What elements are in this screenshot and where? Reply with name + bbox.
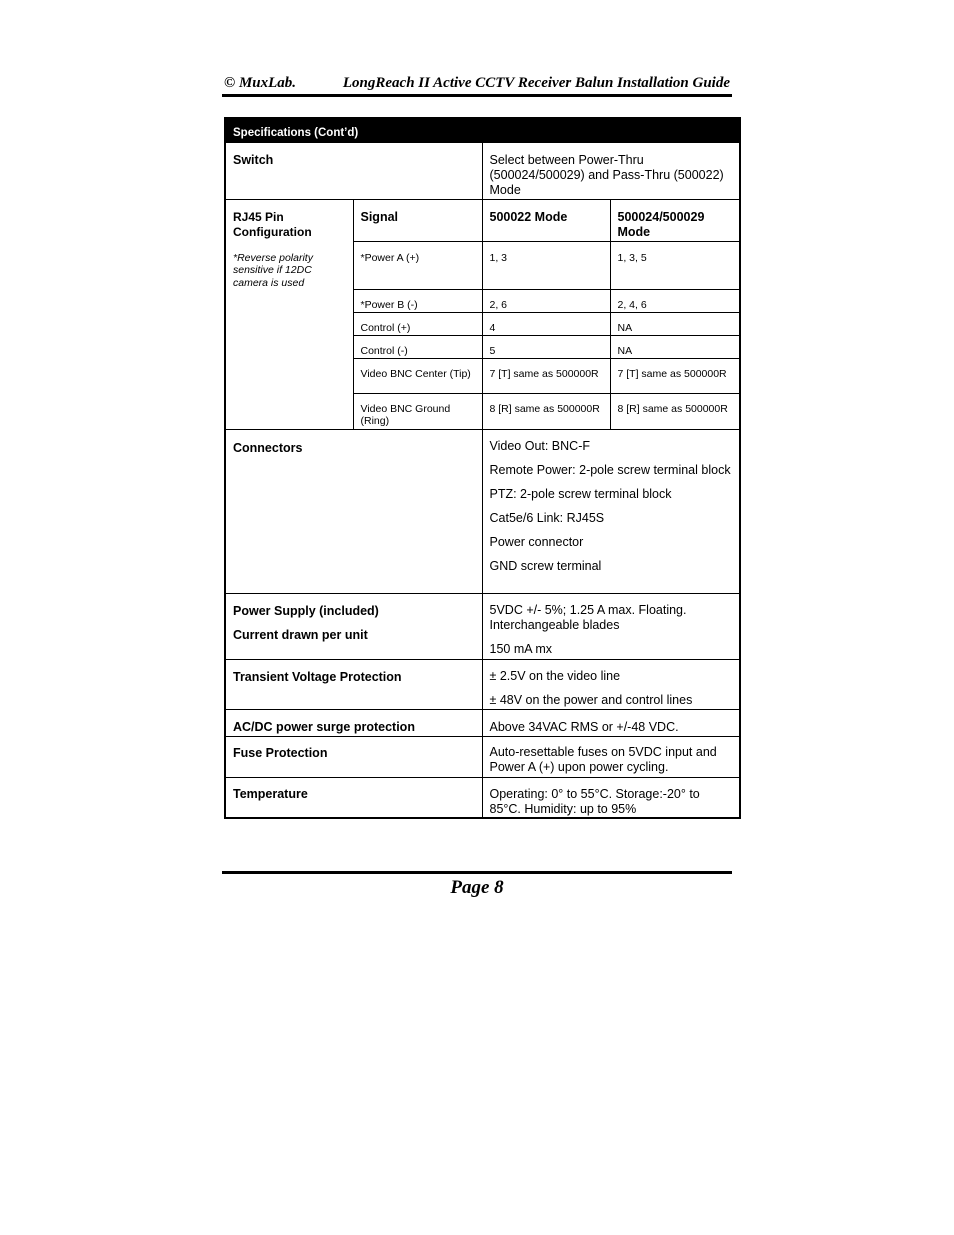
section-title: Specifications (Cont’d) <box>225 118 740 142</box>
rj45-500022-cell: 7 [T] same as 500000R <box>482 358 610 393</box>
fuse-label: Fuse Protection <box>225 736 482 777</box>
fuse-value: Auto-resettable fuses on 5VDC input and Power A (+) upon power cycling. <box>482 736 740 777</box>
rj45-signal-cell: Control (-) <box>353 335 482 358</box>
transient-values <box>482 659 740 709</box>
connector-item: GND screw terminal <box>489 558 602 573</box>
rj45-signal-cell: Video BNC Center (Tip) <box>353 358 482 393</box>
connector-item: Power connector <box>489 534 584 549</box>
rj45-500022-cell: 1, 3 <box>482 241 610 289</box>
power-supply-cell <box>225 593 482 659</box>
rj45-500024-cell: 1, 3, 5 <box>610 241 740 289</box>
power-supply-values <box>482 593 740 659</box>
connector-item: Cat5e/6 Link: RJ45S <box>489 510 605 525</box>
rj45-label: RJ45 Pin Configuration <box>233 209 312 239</box>
rj45-signal-cell: Video BNC Ground (Ring) <box>353 393 482 429</box>
surge-value: Above 34VAC RMS or +/-48 VDC. <box>482 709 740 736</box>
current-drawn-value: 150 mA mx <box>489 641 553 656</box>
rj45-signal-cell: *Power B (-) <box>353 289 482 312</box>
transient-label: Transient Voltage Protection <box>225 659 482 709</box>
connectors-label: Connectors <box>225 429 482 593</box>
transient-value: ± 2.5V on the video line <box>489 668 621 683</box>
rj45-500022-cell: 4 <box>482 312 610 335</box>
document-title: LongReach II Active CCTV Receiver Balun Installation Guide <box>342 75 730 91</box>
power-supply-value: 5VDC +/- 5%; 1.25 A max. Floating. Interchangeable blades <box>489 602 687 632</box>
rj45-500024-cell: 8 [R] same as 500000R <box>610 393 740 429</box>
rj45-500024-cell: 7 [T] same as 500000R <box>610 358 740 393</box>
temperature-value: Operating: 0° to 55°C. Storage:-20° to 85°C. Humidity: up to 95% <box>482 777 740 818</box>
copyright-text: © MuxLab. <box>224 75 297 91</box>
rj45-header-signal: Signal <box>353 199 482 241</box>
connector-item: PTZ: 2-pole screw terminal block <box>489 486 672 501</box>
specifications-table <box>224 117 741 819</box>
rj45-note: *Reverse polarity sensitive if 12DC camera is used <box>233 251 313 289</box>
rj45-signal-cell: *Power A (+) <box>353 241 482 289</box>
switch-value: Select between Power-Thru (500024/500029) and Pass-Thru (500022) Mode <box>482 142 740 199</box>
rj45-500022-cell: 8 [R] same as 500000R <box>482 393 610 429</box>
temperature-label: Temperature <box>225 777 482 818</box>
rj45-header-500024: 500024/500029 Mode <box>610 199 740 241</box>
power-supply-label: Power Supply (included) <box>233 603 379 618</box>
rj45-header-500022: 500022 Mode <box>482 199 610 241</box>
connector-item: Video Out: BNC-F <box>489 438 591 453</box>
rj45-cell <box>225 199 353 429</box>
connectors-values <box>482 429 740 593</box>
switch-label: Switch <box>225 142 482 199</box>
connector-item: Remote Power: 2-pole screw terminal block <box>489 462 731 477</box>
rj45-500022-cell: 5 <box>482 335 610 358</box>
rj45-signal-cell: Control (+) <box>353 312 482 335</box>
page-number: Page 8 <box>450 877 504 898</box>
page-header <box>222 74 732 97</box>
rj45-500024-cell: NA <box>610 335 740 358</box>
transient-value: ± 48V on the power and control lines <box>489 692 693 707</box>
rj45-500024-cell: 2, 4, 6 <box>610 289 740 312</box>
footer-divider <box>222 871 732 874</box>
rj45-500022-cell: 2, 6 <box>482 289 610 312</box>
current-drawn-label: Current drawn per unit <box>233 627 368 642</box>
surge-label: AC/DC power surge protection <box>225 709 482 736</box>
rj45-500024-cell: NA <box>610 312 740 335</box>
